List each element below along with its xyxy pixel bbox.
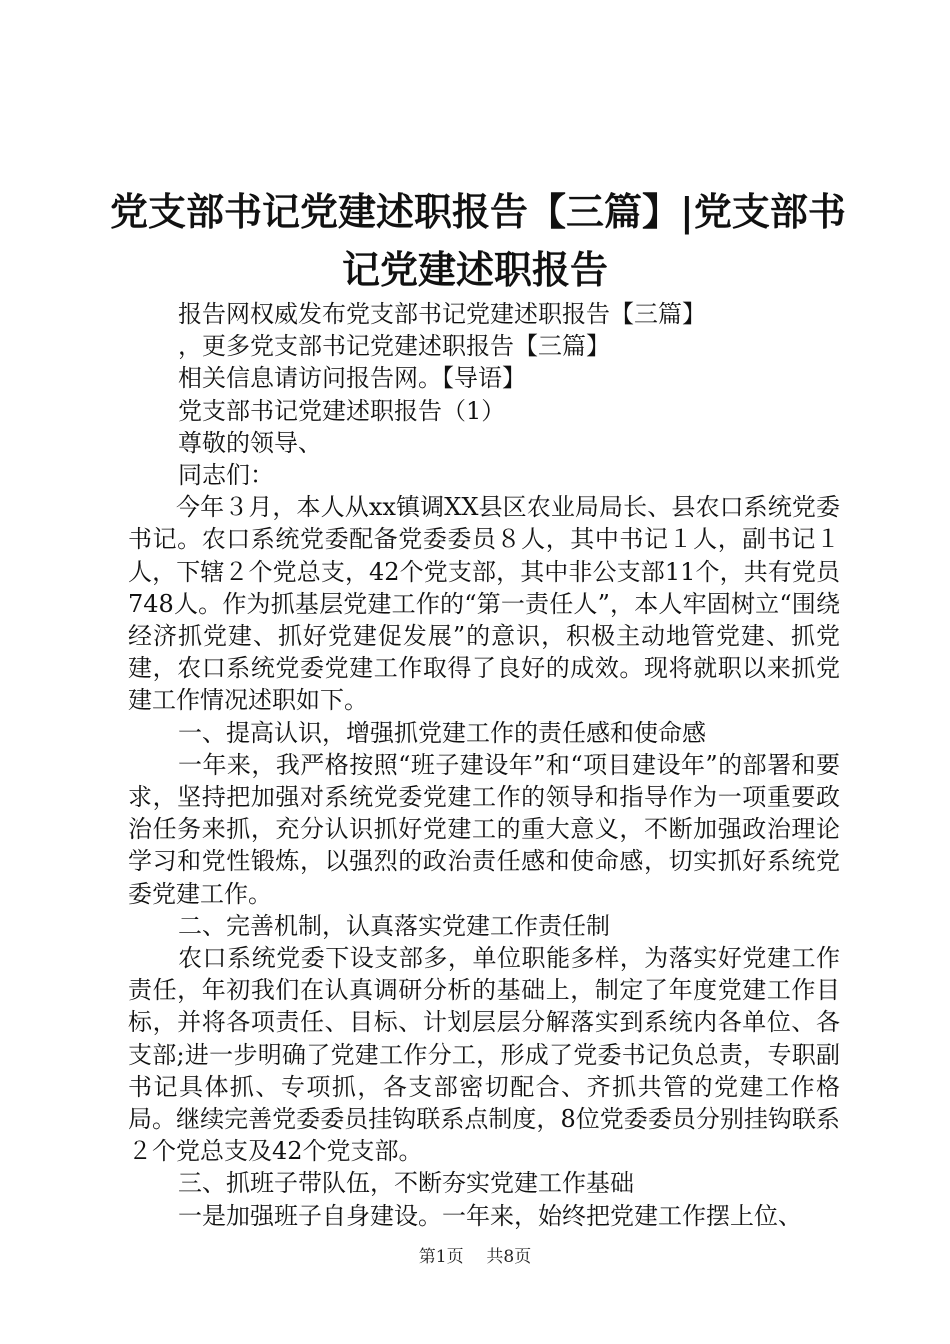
paragraph: 今年３月，本人从xx镇调XX县区农业局局长、县农口系统党委书记。农口系统党委配备党委委员８人，其中书记１人，副书记１人，下辖２个党总支，42个党支部，其中非公支部11个，共有党员748人。作为抓基层党建工作的“第一责任人”，本人牢固树立“围绕经济抓党建、抓好党建促发展”的意识，积极主动地管党建、抓党建，农口系统党委党建工作取得了良好的成效。现将就职以来抓党建工作情况述职如下。 xyxy=(128,493,840,715)
title-line-1: 党支部书记党建述职报告【三篇】|党支部书 xyxy=(110,189,846,234)
document-body xyxy=(128,298,840,1232)
title-line-2: 记党建述职报告 xyxy=(341,247,608,292)
paragraph: 一是加强班子自身建设。一年来，始终把党建工作摆上位、 xyxy=(178,1201,802,1230)
paragraph: 农口系统党委下设支部多，单位职能多样，为落实好党建工作责任，年初我们在认真调研分析的基础上，制定了年度党建工作目标，并将各项责任、目标、计划层层分解落实到系统内各单位、各支部;进一步明确了党建工作分工，形成了党委书记负总责，专职副书记具体抓、专项抓，各支部密切配合、齐抓共管的党建工作格局。继续完善党委委员挂钩联系点制度，8位党委委员分别挂钩联系２个党总支及42个党支部。 xyxy=(128,944,840,1166)
page-total: 共8页 xyxy=(486,1247,532,1267)
page-footer xyxy=(0,1242,950,1267)
paragraph: 同志们： xyxy=(178,461,274,490)
section-heading: 二、完善机制，认真落实党建工作责任制 xyxy=(178,911,610,940)
paragraph: 相关信息请访问报告网。【导语】 xyxy=(178,364,526,393)
section-heading: 一、提高认识，增强抓党建工作的责任感和使命感 xyxy=(178,718,706,747)
paragraph: ，更多党支部书记党建述职报告【三篇】 xyxy=(178,332,610,361)
paragraph: 尊敬的领导、 xyxy=(178,428,322,457)
page-number: 第1页 xyxy=(418,1247,464,1267)
section-heading: 三、抓班子带队伍，不断夯实党建工作基础 xyxy=(178,1169,634,1198)
paragraph: 一年来，我严格按照“班子建设年”和“项目建设年”的部署和要求，坚持把加强对系统党委党建工作的领导和指导作为一项重要政治任务来抓，充分认识抓好党建工的重大意义，不断加强政治理论学习和党性锻炼，以强烈的政治责任感和使命感，切实抓好系统党委党建工作。 xyxy=(128,750,840,908)
document-title xyxy=(110,183,846,299)
paragraph: 党支部书记党建述职报告（1） xyxy=(178,396,506,425)
paragraph: 报告网权威发布党支部书记党建述职报告【三篇】 xyxy=(178,300,706,328)
